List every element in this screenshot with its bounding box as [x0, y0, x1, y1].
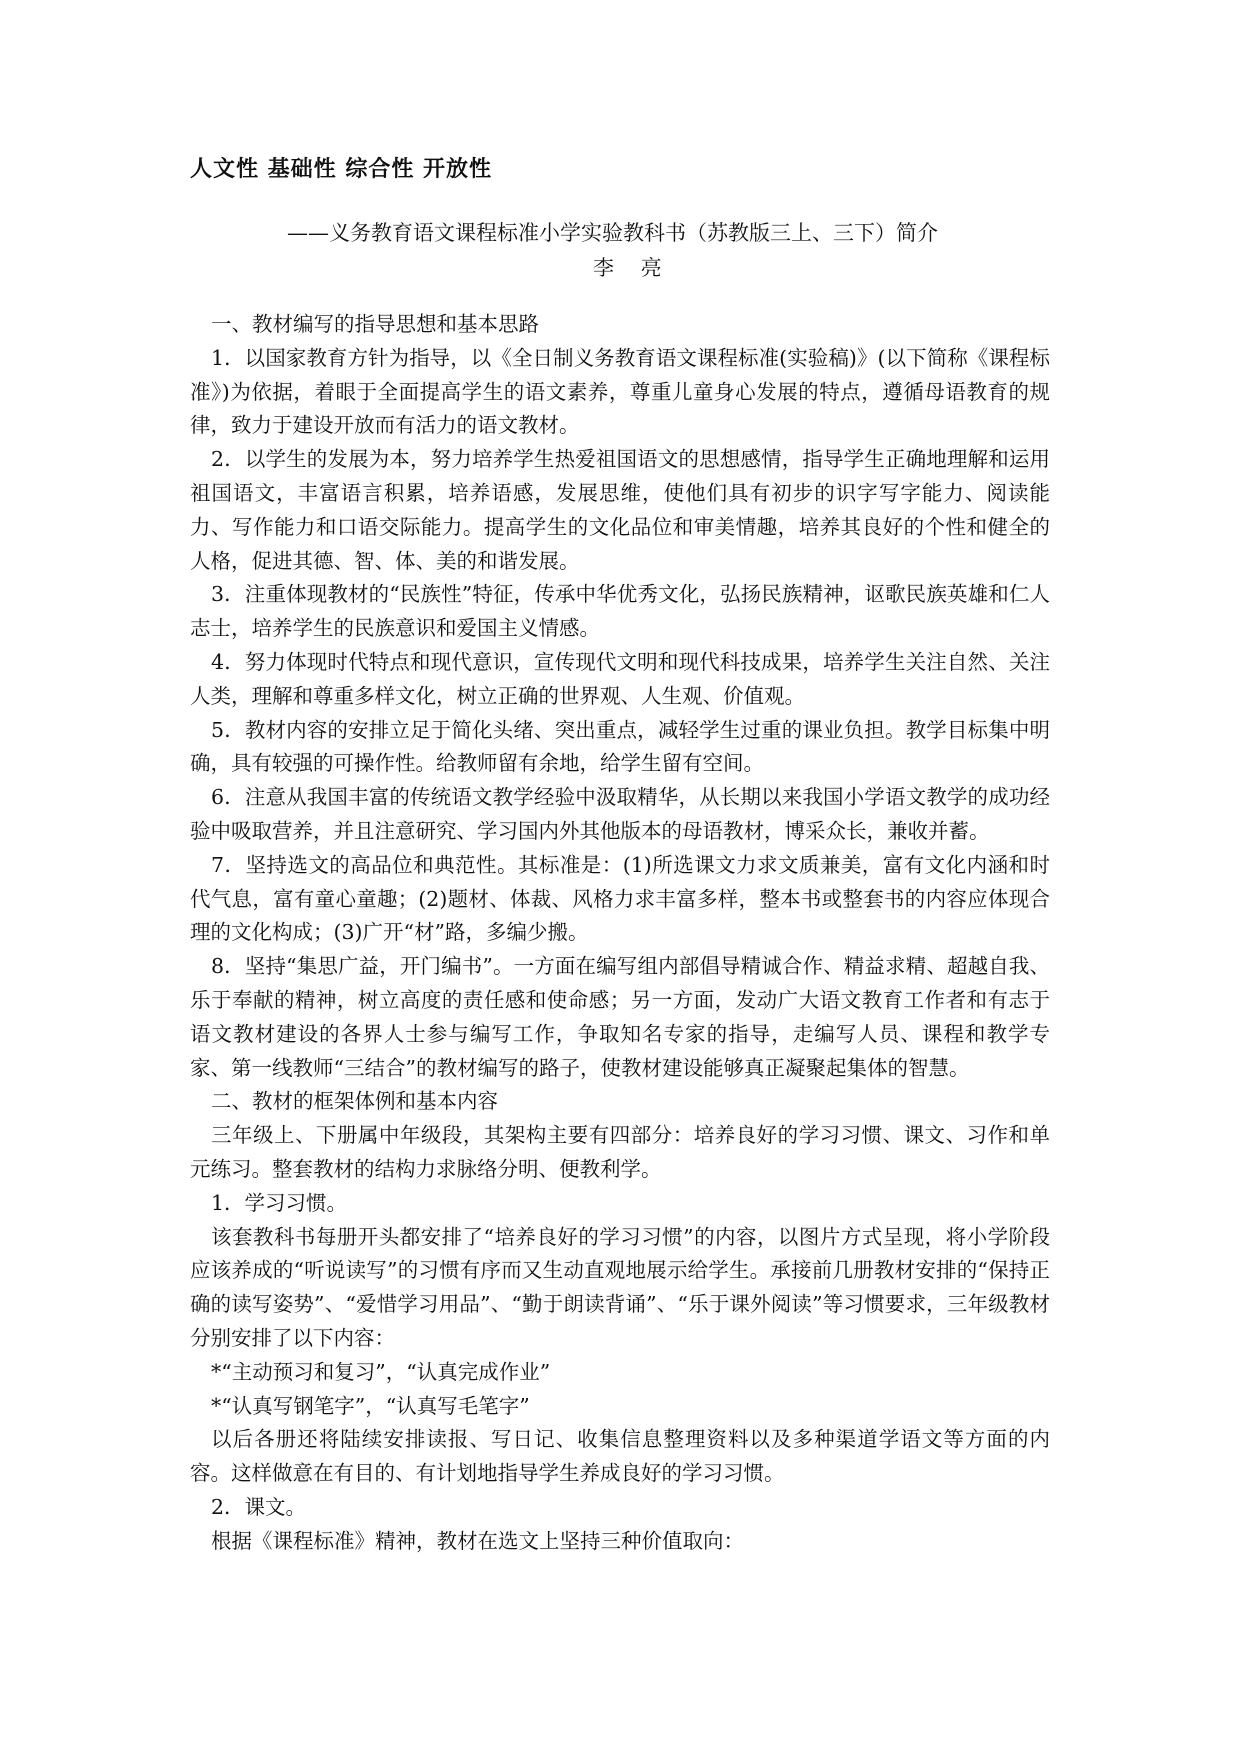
bullet-item-2: *“认真写钢笔字”，“认真写毛笔字” [211, 1393, 530, 1418]
paragraph-item-5: 5．教材内容的安排立足于简化头绪、突出重点，减轻学生过重的课业负担。教学目标集中明确，具有较强的可操作性。给教师留有余地，给学生留有空间。 [190, 717, 1050, 776]
document-body [190, 308, 1050, 1558]
paragraph-item-2: 2．以学生的发展为本，努力培养学生热爱祖国语文的思想感情，指导学生正确地理解和运用祖国语文，丰富语言积累，培养语感，发展思维，使他们具有初步的识字写字能力、阅读能力、写作能力和口语交际能力。提高学生的文化品位和审美情趣，培养其良好的个性和健全的人格，促进其德、智、体、美的和谐发展。 [190, 447, 1050, 573]
subheading-texts: 2．课文。 [211, 1494, 307, 1519]
author-name: 李 亮 [593, 256, 672, 280]
section-heading-1: 一、教材编写的指导思想和基本思路 [211, 312, 539, 336]
paragraph-values: 根据《课程标准》精神，教材在选文上坚持三种价值取向： [211, 1528, 744, 1553]
paragraph-habits: 该套教科书每册开头都安排了“培养良好的学习习惯”的内容，以图片方式呈现，将小学阶段应该养成的“听说读写”的习惯有序而又生动直观地展示给学生。承接前几册教材安排的“保持正确的读写姿势”、“爱惜学习用品”、“勤于朗读背诵”、“乐于课外阅读”等习惯要求，三年级教材分别安排了以下内容： [190, 1224, 1050, 1350]
paragraph-item-1: 1．以国家教育方针为指导，以《全日制义务教育语文课程标准(实验稿)》(以下简称《课程标准》)为依据，着眼于全面提高学生的语文素养，尊重儿童身心发展的特点，遵循母语教育的规律，致力于建设开放而有活力的语文教材。 [190, 345, 1050, 438]
subheading-habits: 1．学习习惯。 [211, 1190, 348, 1215]
paragraph-item-4: 4．努力体现时代特点和现代意识，宣传现代文明和现代科技成果，培养学生关注自然、关注人类，理解和尊重多样文化，树立正确的世界观、人生观、价值观。 [190, 649, 1050, 708]
document-subtitle: ——义务教育语文课程标准小学实验教科书（苏教版三上、三下）简介 [287, 221, 938, 245]
section-heading-2: 二、教材的框架体例和基本内容 [211, 1089, 498, 1114]
paragraph-item-6: 6．注意从我国丰富的传统语文教学经验中汲取精华，从长期以来我国小学语文教学的成功经验中吸取营养，并且注意研究、学习国内外其他版本的母语教材，博采众长，兼收并蓄。 [190, 785, 1050, 843]
paragraph-item-3: 3．注重体现教材的“民族性”特征，传承中华优秀文化，弘扬民族精神，讴歌民族英雄和仁人志士，培养学生的民族意识和爱国主义情感。 [190, 582, 1050, 641]
paragraph-item-7: 7．坚持选文的高品位和典范性。其标准是：(1)所选课文力求文质兼美，富有文化内涵和时代气息，富有童心童趣；(2)题材、体裁、风格力求丰富多样，整本书或整套书的内容应体现合理的文化构成；(3)广开“材”路，多编少搬。 [190, 852, 1050, 945]
paragraph-structure: 三年级上、下册属中年级段，其架构主要有四部分：培养良好的学习习惯、课文、习作和单元练习。整套教材的结构力求脉络分明、便教利学。 [190, 1123, 1050, 1181]
document-title: 人文性 基础性 综合性 开放性 [190, 157, 492, 182]
paragraph-item-8: 8．坚持“集思广益，开门编书”。一方面在编写组内部倡导精诚合作、精益求精、超越自我、乐于奉献的精神，树立高度的责任感和使命感；另一方面，发动广大语文教育工作者和有志于语文教材建设的各界人士参与编写工作，争取知名专家的指导，走编写人员、课程和教学专家、第一线教师“三结合”的教材编写的路子，使教材建设能够真正凝聚起集体的智慧。 [190, 954, 1050, 1080]
bullet-item-1: *“主动预习和复习”，“认真完成作业” [211, 1359, 551, 1384]
paragraph-later-volumes: 以后各册还将陆续安排读报、写日记、收集信息整理资料以及多种渠道学语文等方面的内容。这样做意在有目的、有计划地指导学生养成良好的学习习惯。 [190, 1427, 1050, 1486]
